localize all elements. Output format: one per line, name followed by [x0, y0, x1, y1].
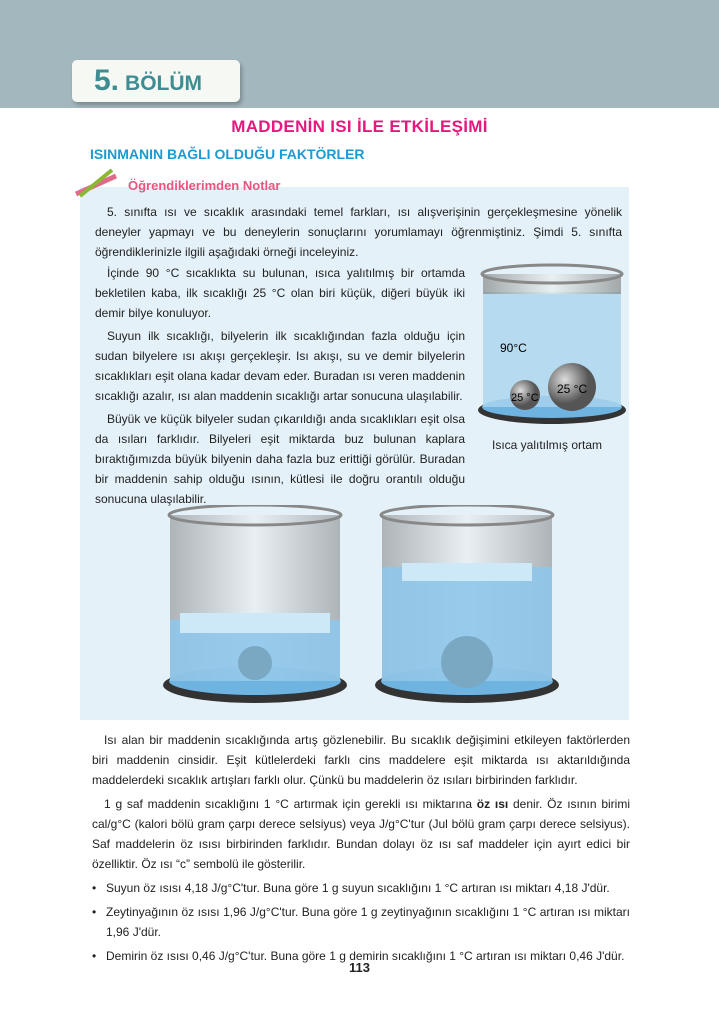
page-number: 113	[349, 960, 370, 975]
figure-caption: Isıca yalıtılmış ortam	[492, 438, 603, 452]
list-item: • Suyun öz ısısı 4,18 J/g°C'tur. Buna göre 1 g suyun sıcaklığını 1 °C artıran ısı miktarı 4,18 J'dür.	[92, 878, 630, 898]
section-subtitle: ISINMANIN BAĞLI OLDUĞU FAKTÖRLER	[90, 146, 365, 162]
definition-text: denir. Öz ısının birimi cal/g°C (kalori bölü gram çarpı derece selsiyus) veya J/g°C'tur (Jul bölü gram çarpı derece selsiyus). Saf maddelerin öz ısısı birbirinden farklıdır. Bundan dolayı öz ısı saf maddeler için ayırt edici bir özelliktir. Öz ısı “c” sembolü ile gösterilir.	[92, 797, 630, 871]
small-ball-label: 25 °C	[511, 392, 539, 404]
ice-cubes	[180, 613, 330, 633]
specific-heat-list	[92, 878, 630, 966]
notes-paragraph: İçinde 90 °C sıcaklıkta su bulunan, ısıca yalıtılmış bir ortamda bekletilen kaba, ilk sıcaklığı 25 °C olan biri küçük, diğeri büyük iki demir bilye konuluyor.	[95, 266, 465, 320]
notes-paragraph: Suyun ilk sıcaklığı, bilyelerin ilk sıcaklığından fazla olduğu için sudan bilyelere ısı akışı gerçekleşir. Isı akışı, su ve demir bilyelerin sıcaklıkları eşit olana kadar devam eder. Buradan ısı veren maddenin sıcaklığı azalır, ısı alan maddenin sıcaklığı artar sonucuna ulaşılabilir.	[95, 329, 465, 403]
chapter-word: BÖLÜM	[125, 72, 203, 95]
chapter-number: 5.	[94, 64, 120, 97]
notes-column	[95, 263, 465, 512]
large-ball-label: 25 °C	[557, 382, 588, 396]
notes-intro: 5. sınıfta ısı ve sıcaklık arasındaki temel farkları, ısı alışverişinin gerçekleşmesine yönelik deneyler yapmayı ve bu deneylerin sonuçlarını yorumlamayı öğrenmiştiniz. Şimdi 5. sınıfta öğrendiklerinizle ilgili aşağıdaki örneği inceleyiniz.	[95, 205, 622, 259]
list-item: • Demirin öz ısısı 0,46 J/g°C'tur. Buna göre 1 g demirin sıcaklığını 1 °C artıran ısı miktarı 0,46 J'dür.	[92, 946, 630, 966]
definition-paragraph	[92, 794, 630, 874]
notes-paragraph: Büyük ve küçük bilyeler sudan çıkarıldığı anda sıcaklıkları eşit olsa da ısıları farklıdır. Bilyeleri eşit miktarda buz bulunan kaplara bıraktığımızda büyük bilyenin daha fazla buz erittiği görülür. Buradan bir maddenin sahip olduğu ısının, kütlesi ile doğru orantılı olduğu sonucuna ulaşılabilir.	[95, 412, 465, 506]
body-paragraph: Isı alan bir maddenin sıcaklığında artış gözlenebilir. Bu sıcaklık değişimini etkileyen faktörlerden biri maddenin cinsidir. Eşit kütlelerdeki farklı cins maddelere eşit miktarda ısı aktarıldığında maddelerdeki sıcaklık artışları farklı olur. Çünkü bu maddelerin öz ısıları birbirinden farklıdır.	[92, 733, 630, 787]
beaker-small-ball	[163, 505, 347, 703]
chapter-badge	[72, 60, 240, 102]
list-item: • Zeytinyağının öz ısısı 1,96 J/g°C'tur. Buna göre 1 g zeytinyağının sıcaklığını 1 °C artıran ısı miktarı 1,96 J'dür.	[92, 902, 630, 942]
definition-text: 1 g saf maddenin sıcaklığını 1 °C artırmak için gerekli ısı miktarına	[104, 797, 477, 811]
notes-heading: Öğrendiklerimden Notlar	[128, 178, 281, 193]
pencils-icon	[72, 168, 132, 198]
water-temp-label: 90°C	[500, 341, 527, 355]
ice-cubes	[402, 563, 532, 581]
ice-beakers-figure	[160, 505, 560, 710]
definition-term: öz ısı	[476, 797, 509, 811]
page-title: MADDENİN ISI İLE ETKİLEŞİMİ	[231, 117, 488, 136]
beaker-figure	[475, 262, 630, 432]
main-text	[92, 730, 630, 970]
beaker-large-ball	[375, 505, 559, 703]
